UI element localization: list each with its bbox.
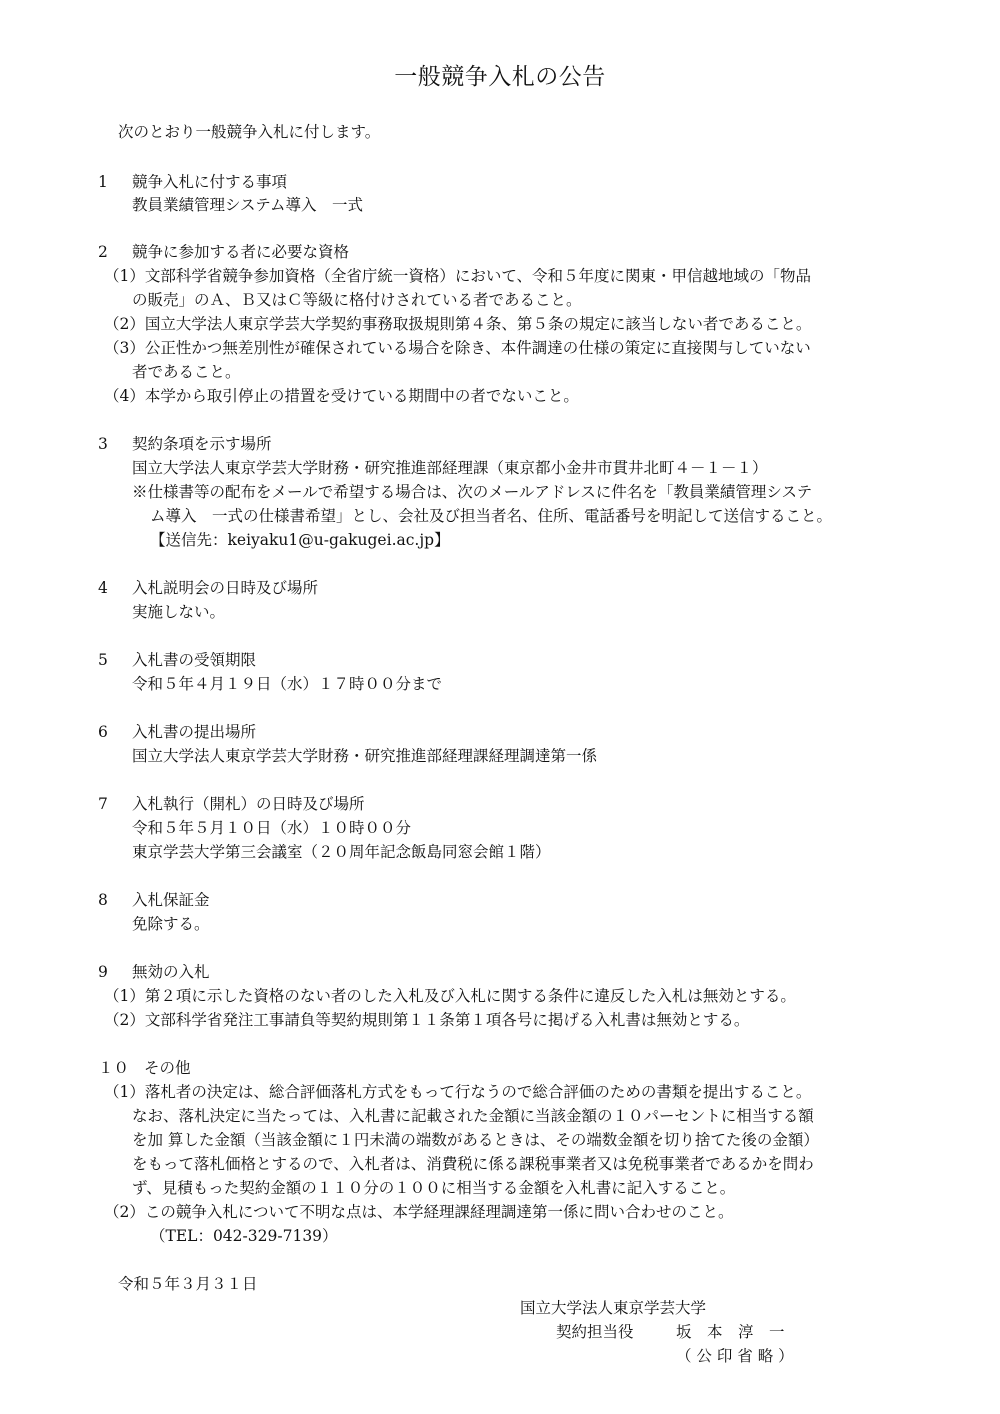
- section-number: １０: [98, 1059, 130, 1077]
- seal-omitted-note: （ 公 印 省 略 ）: [676, 1347, 794, 1365]
- section-10-heading: [98, 1056, 191, 1080]
- section-9-heading: [98, 960, 210, 984]
- section-title: 競争入札に付する事項: [132, 173, 288, 191]
- section-10-item-1-cont: をもって落札価格とするので、入札者は、消費税に係る課税事業者又は免税事業者であるかを問わ: [132, 1155, 814, 1173]
- section-number: 1: [98, 173, 108, 191]
- section-number: 8: [98, 891, 108, 909]
- section-10-item-2: （2）この競争入札について不明な点は、本学経理課経理調達第一係に問い合わせのこと。: [104, 1203, 734, 1221]
- section-3-body: 国立大学法人東京学芸大学財務・研究推進部経理課（東京都小金井市貫井北町４－１－１）: [132, 459, 768, 477]
- section-2-item-1: （1）文部科学省競争参加資格（全省庁統一資格）において、令和５年度に関東・甲信越地域の「物品: [104, 267, 812, 285]
- section-7-place: 東京学芸大学第三会議室（２０周年記念飯島同窓会館１階）: [132, 843, 551, 861]
- issuing-organization: 国立大学法人東京学芸大学: [520, 1299, 707, 1317]
- section-title: 入札執行（開札）の日時及び場所: [132, 795, 365, 813]
- section-3-heading: [98, 432, 272, 456]
- section-title: 入札書の提出場所: [132, 723, 257, 741]
- section-title: 入札書の受領期限: [132, 651, 257, 669]
- signatory-role: 契約担当役: [556, 1323, 634, 1341]
- page-title: 一般競争入札の公告: [394, 64, 606, 90]
- section-5-body: 令和５年４月１９日（水）１７時００分まで: [132, 675, 443, 693]
- section-2-item-3: （3）公正性かつ無差別性が確保されている場合を除き、本件調達の仕様の策定に直接関与していない: [104, 339, 811, 357]
- section-10-item-1: （1）落札者の決定は、総合評価落札方式をもって行なうので総合評価のための書類を提出すること。: [104, 1083, 812, 1101]
- section-number: 6: [98, 723, 108, 741]
- section-2-item-3-cont: 者であること。: [132, 363, 241, 381]
- contact-phone: （TEL：042-329-7139）: [150, 1227, 338, 1245]
- section-number: 7: [98, 795, 108, 813]
- section-10-item-1-cont: なお、落札決定に当たっては、入札書に記載された金額に当該金額の１０パーセントに相当する額: [132, 1107, 814, 1125]
- section-3-email: 【送信先：keiyaku1@u-gakugei.ac.jp】: [150, 531, 450, 549]
- section-title: 競争に参加する者に必要な資格: [132, 243, 350, 261]
- section-title: 入札説明会の日時及び場所: [132, 579, 319, 597]
- section-2-heading: [98, 240, 349, 264]
- section-10-item-1-cont: を加 算した金額（当該金額に１円未満の端数があるときは、その端数金額を切り捨てた後の金額）: [132, 1131, 819, 1149]
- section-9-item-2: （2）文部科学省発注工事請負等契約規則第１１条第１項各号に掲げる入札書は無効とする。: [104, 1011, 750, 1029]
- section-1-heading: [98, 170, 287, 194]
- section-title: 入札保証金: [132, 891, 210, 909]
- section-6-heading: [98, 720, 256, 744]
- section-number: 3: [98, 435, 108, 453]
- section-number: 9: [98, 963, 108, 981]
- section-7-heading: [98, 792, 365, 816]
- section-title: その他: [144, 1059, 191, 1077]
- section-1-body: 教員業績管理システム導入 一式: [132, 196, 363, 214]
- section-7-datetime: 令和５年５月１０日（水）１０時００分: [132, 819, 412, 837]
- intro-text: 次のとおり一般競争入札に付します。: [118, 123, 381, 141]
- section-4-heading: [98, 576, 318, 600]
- section-number: 5: [98, 651, 108, 669]
- section-number: 4: [98, 579, 108, 597]
- section-4-body: 実施しない。: [132, 603, 226, 621]
- section-8-body: 免除する。: [132, 915, 210, 933]
- section-3-note-cont: ム導入 一式の仕様書希望」とし、会社及び担当者名、住所、電話番号を明記して送信すること。: [150, 507, 833, 525]
- notice-date: 令和５年３月３１日: [118, 1275, 258, 1293]
- section-5-heading: [98, 648, 256, 672]
- section-9-item-1: （1）第２項に示した資格のない者のした入札及び入札に関する条件に違反した入札は無効とする。: [104, 987, 796, 1005]
- section-2-item-1-cont: の販売」のＡ、Ｂ又はＣ等級に格付けされている者であること。: [132, 291, 582, 309]
- section-title: 無効の入札: [132, 963, 210, 981]
- section-2-item-2: （2）国立大学法人東京学芸大学契約事務取扱規則第４条、第５条の規定に該当しない者であること。: [104, 315, 812, 333]
- section-title: 契約条項を示す場所: [132, 435, 272, 453]
- section-8-heading: [98, 888, 210, 912]
- section-2-item-4: （4）本学から取引停止の措置を受けている期間中の者でないこと。: [104, 387, 579, 405]
- section-3-note: ※仕様書等の配布をメールで希望する場合は、次のメールアドレスに件名を「教員業績管理システ: [132, 483, 813, 501]
- section-number: 2: [98, 243, 108, 261]
- section-10-item-1-cont: ず、見積もった契約金額の１１０分の１００に相当する金額を入札書に記入すること。: [132, 1179, 736, 1197]
- signatory-name: 坂 本 淳 一: [676, 1323, 785, 1341]
- section-6-body: 国立大学法人東京学芸大学財務・研究推進部経理課経理調達第一係: [132, 747, 598, 765]
